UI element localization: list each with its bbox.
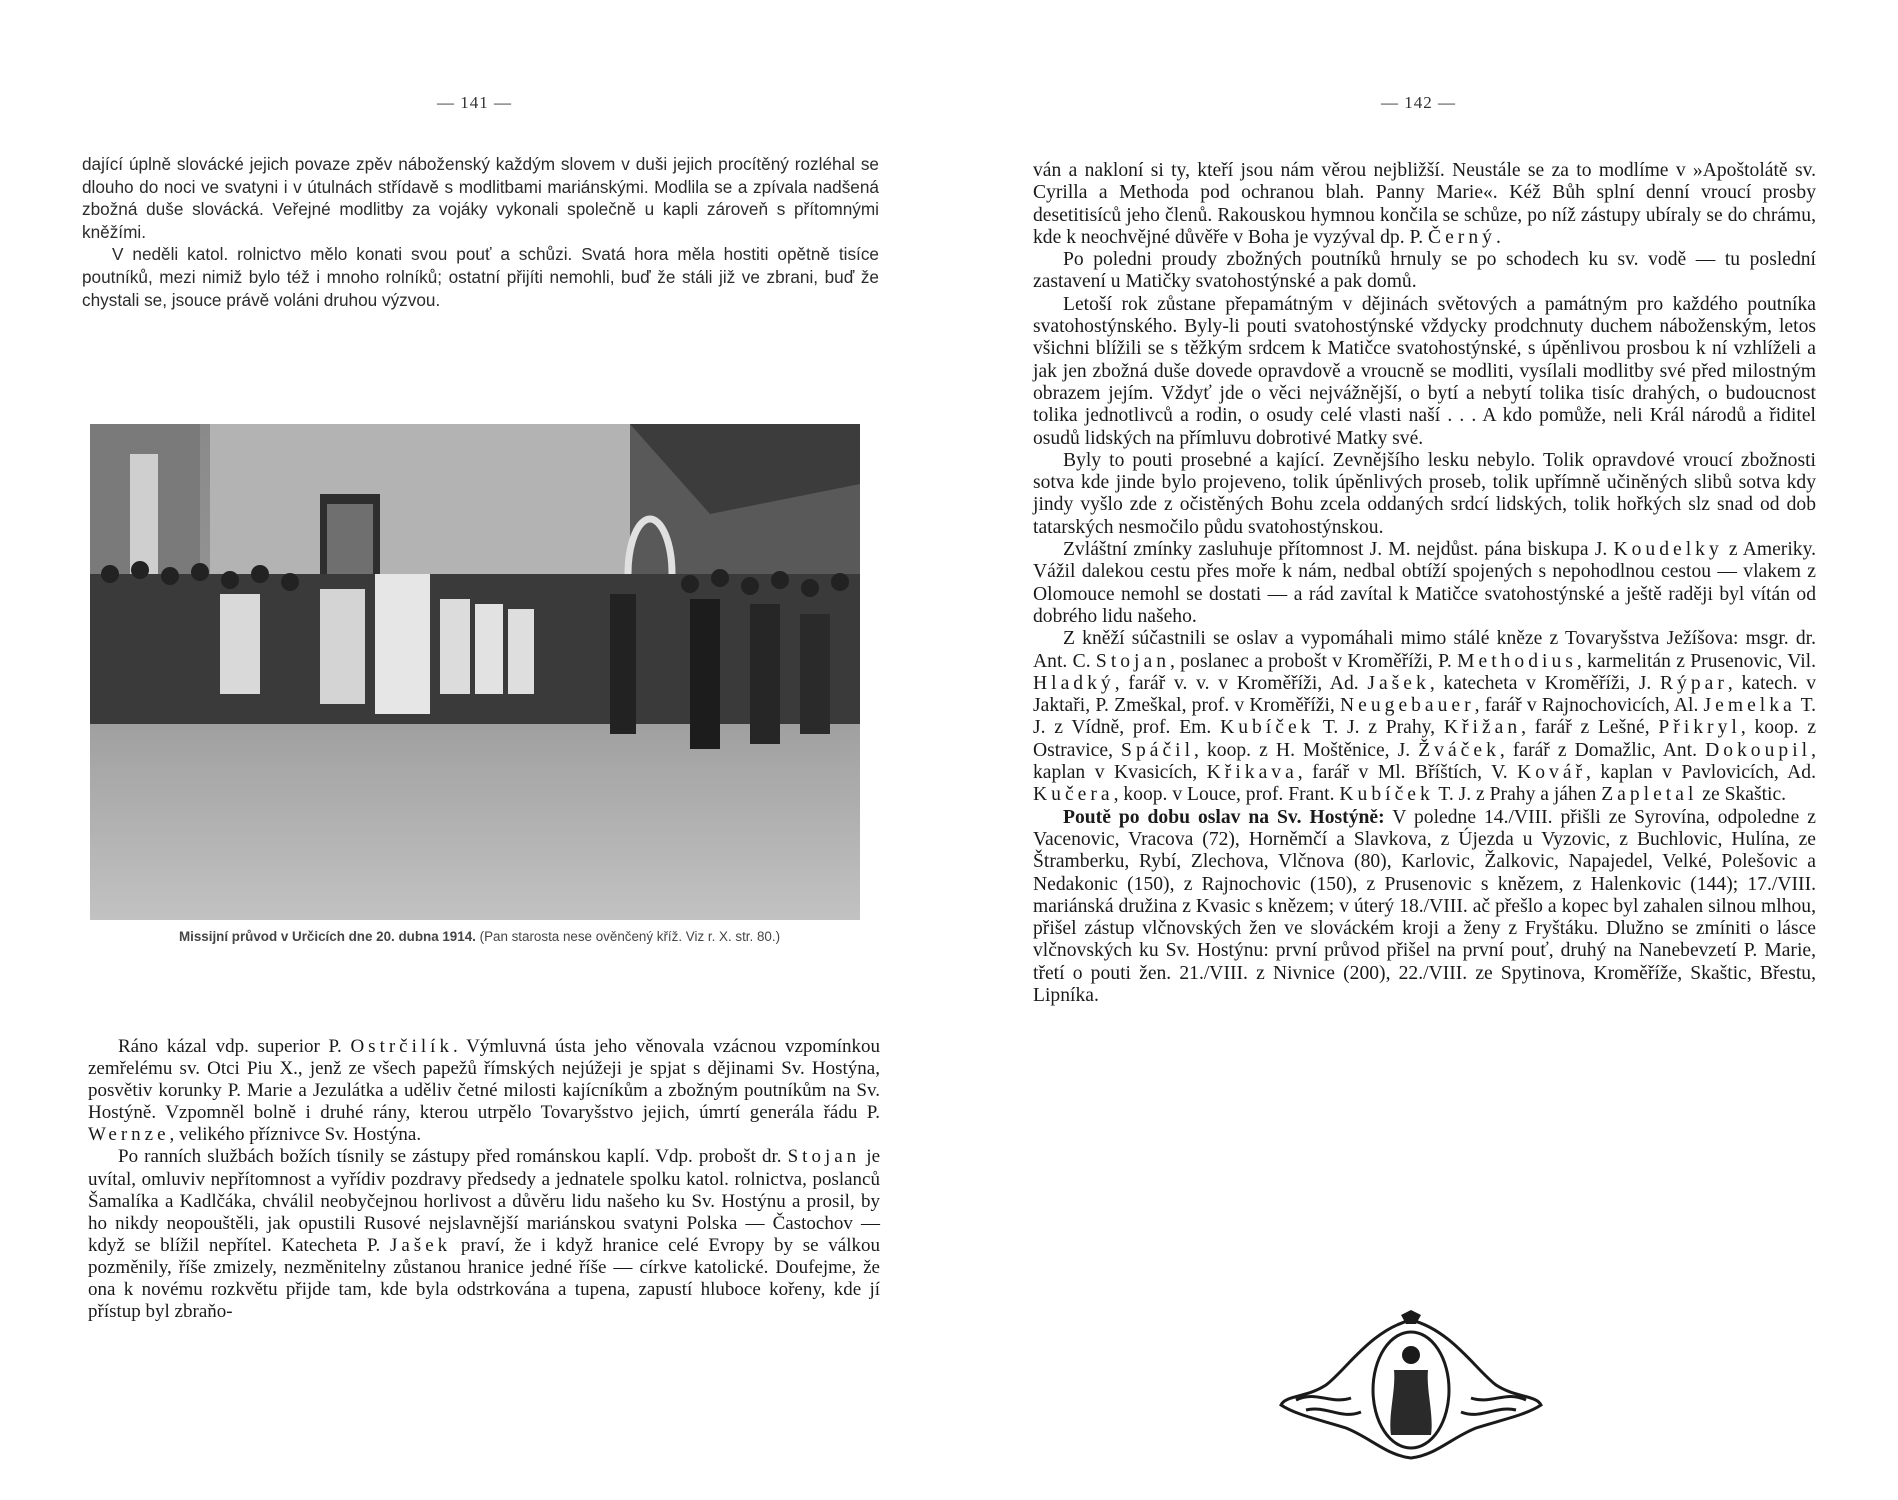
text-run: ze Skaštic. [1697, 784, 1787, 806]
left-bottom-text [88, 1036, 880, 1323]
person-name: Zapletal [1601, 784, 1698, 806]
person-name: Hladký [1033, 672, 1115, 694]
text-run: , poslanec a probošt v Kroměříži, P. [1170, 650, 1458, 672]
procession-photo [90, 424, 860, 920]
person-name: Přikryl [1658, 717, 1741, 739]
person-name: Žváček [1418, 739, 1500, 761]
madonna-ornament [1276, 1310, 1546, 1465]
ornament-icon [1276, 1310, 1546, 1465]
photo-illustration [90, 424, 860, 920]
text-run: , kaplan v Pavlovicích, Ad. [1586, 762, 1816, 784]
text-run: V poledne 14./VIII. přišli ze Syrovína, odpoledne z Vacenovic, Vracova (72), Horněmčí a Slavkova, z Újezda u Vyzovic, z Buchlovic, Hulína, ze Štramberku, Rybí, Zlechova, Vlčnova (80), Karlovic, Žalkovic, Napajedel, Velké, Polešovic a Nedakonic (150), z Rajnochovic (150), z Prusenovic s knězem, z Halenkovic (144); 17./VIII. mariánská družina z Kvasic s knězem; v úterý 18./VIII. ač přešlo a kopec byl zahalen silnou mlhou, přišel zástup vlčnovských žen ve slováckém kroji a ženy z Fryštáku. Dlužno se zmíniti o lásce vlčnovských ku Sv. Hostýnu: první průvod přišel na první pouť, druhý na Nanebevzetí P. Marie, třetí o pouti žen. 21./VIII. z Nivnice (200), 22./VIII. ze Spytinova, Kroměříže, Skaštic, Břestu, Lipníka. [1033, 806, 1816, 1006]
left-top-text [82, 153, 879, 311]
text-run: , farář v Ml. Bříštích, V. [1297, 762, 1518, 784]
person-name: Kubíček [1220, 717, 1315, 739]
text-run: z Ameriky. Vážil dalekou cestu přes moře k nám, nedbal obtíží spojených s nepohodlnou cestou — vlakem z Olomouce nemohl se dostati — a rád zavítal k Matičce svatohostýnské a ještě raději byl vítán od dobrého lidu našeho. [1033, 539, 1816, 627]
person-name: Jašek [1367, 672, 1430, 694]
text-run: , koop. z H. Moštěnice, J. [1194, 739, 1419, 761]
person-name: Rýpar [1659, 672, 1728, 694]
text-run: Zvláštní zmínky zasluhuje přítomnost J. M. nejdůst. pána biskupa J. [1063, 539, 1614, 561]
paragraph [1033, 628, 1816, 806]
text-run: , farář v. v. v Kroměříži, Ad. [1114, 672, 1368, 694]
paragraph [88, 1146, 880, 1323]
text-run: Po ranních službách božích tísnily se zástupy před románskou kaplí. Vdp. probošt dr. [118, 1146, 788, 1168]
paragraph [1033, 807, 1816, 1008]
text-run: , velikého příznivce Sv. Hostýna. [169, 1124, 422, 1146]
person-name: Stojan [1095, 650, 1170, 672]
page-number-left: — 141 — [437, 93, 512, 112]
paragraph: Byly to pouti prosebné a kající. Zevnějšího lesku nebylo. Tolik opravdové vroucí zbožnosti sotva kde jinde bylo projeveno, tolik úpěnlivých proseb, tolik upřímně učiněných slibů sotva kdy jindy vyšlo zde z očistěných Bohu zcela oddaných srdcí lidských, tolik hořkých slz snad od dob tatarských nesmočilo půdu svatohostýnskou. [1033, 449, 1816, 538]
text-run: , katech. v Jaktaři, P. Zmeškal, prof. v Kroměříži, [1033, 672, 1817, 717]
text-run: , katecheta v Kroměříži, J. [1429, 672, 1660, 694]
text-run: T. J. z Prahy, [1314, 717, 1444, 739]
person-name: Spáčil [1121, 739, 1195, 761]
text-run: , koop. v Louce, prof. Frant. [1113, 784, 1340, 806]
section-lead: Poutě po dobu oslav na Sv. Hostýně: [1063, 806, 1385, 828]
text-run: , farář z Domažlic, Ant. [1499, 739, 1706, 761]
text-run: , karmelitán z Prusenovic, Vil. [1576, 650, 1816, 672]
text-run: . Výmluvná ústa jeho věnovala vzácnou vzpomínkou zemřelému sv. Otci Piu X., jenž ze všech papežů římských nejúžeji je spjat s dějinami Sv. Hostýna, posvětiv korunky P. Marie a Jezulátka a uděliv četné milosti kajícníkům a zbožným poutníkům na Sv. Hostýně. Vzpomněl bolně i druhé rány, kterou utrpělo Tovaryšstvo jejich, úmrtí generála řádu P. [88, 1036, 881, 1124]
person-name: Křikava [1206, 762, 1298, 784]
text-run: T. J. z Prahy a jáhen [1433, 784, 1602, 806]
paragraph: Po poledni proudy zbožných poutníků hrnuly se po schodech ku sv. vodě — tu poslední zastavení u Matičky svatohostýnské a pak domů. [1033, 249, 1816, 293]
text-run: , koop. z Ostravice, [1033, 717, 1817, 761]
paragraph: dající úplně slovácké jejich povaze zpěv náboženský každým slovem v duši jejich procítěný rozléhal se dlouho do noci ve svatyni i v útulnách střídavě s modlitbami mariánskými. Modlila se a zpívala nadšená zbožná duše slovácká. Veřejné modlitby za vojáky vykonali společně u kapli zároveň s přítomnými kněžími. [82, 154, 879, 242]
page-number-right: — 142 — [1381, 93, 1456, 112]
paragraph: Letoší rok zůstane přepamátným v dějinách světových a památným pro každého poutníka svatohostýnského. Byly-li pouti svatohostýnské vždycky prodchnuty duchem náboženským, letos všichni blížili se s těžkým srdcem k Matičce svatohostýnské, s úpěnlivou prosbou k ní vzhlíželi a jak jen zbožná duše dovede opravdově a vroucně se modliti, vysílali modlitby své před milostným obrazem jejím. Vždyť jde o věci nejvážnější, o bytí a nebytí tolika tisíc drahých, o budoucnost tolika jednotlivců a rodin, o osudy celé vlasti naší . . . A kdo pomůže, neli Král národů a řiditel osudů lidských na přímluvu dobrotivé Matky své. [1033, 293, 1816, 449]
text-run: je uvítal, omluviv nepřítomnost a vyřídiv pozdravy předsedy a jednatele spolku katol. rolnictva, poslanců Šamalíka a Kadlčáka, chválil neobyčejnou horlivost a důvěru lidu našeho ku Sv. Hostýnu a prosil, by ho nikdy neopouštěli, jak opustili Rusové nejslavnější mariánskou svatyni Polska — Častochov — když se blížil nepřítel. Katecheta P. [88, 1146, 880, 1256]
person-name: Jemelka [1703, 695, 1796, 717]
paragraph [1033, 160, 1816, 249]
caption-note: (Pan starosta nese ověnčený kříž. Viz r. X. str. 80.) [479, 929, 781, 944]
person-name: Kučera [1033, 784, 1114, 806]
person-name: Neugebauer [1340, 695, 1475, 717]
right-text [1033, 160, 1816, 1007]
right-page [949, 0, 1898, 1500]
text-run: Ráno kázal vdp. superior P. [118, 1036, 351, 1057]
text-run: ván a nakloní si ty, kteří jsou nám věrou nejbližší. Neustále se za to modlíme v »Apoštolátě sv. Cyrilla a Methoda pod ochranou blah. Panny Marie«. Kéž Bůh splní denní vroucí prosby desetitisíců jeho členů. Rakouskou hymnou končila se schůze, po níž zástupy ubíraly se do chrámu, kde k neochvějné důvěře v Boha je vyzýval dp. P. [1033, 160, 1816, 248]
person-name: Černý [1428, 226, 1496, 248]
text-run: , farář v Rajnochovicích, Al. [1474, 695, 1704, 717]
text-run: Z kněží súčastnili se oslav a vypomáhali mimo stálé kněze z Tovaryšstva Ježíšova: msgr. dr. Ant. C. [1033, 628, 1816, 672]
text-run: T. J. z Vídně, prof. Em. [1033, 695, 1816, 739]
text-run: , farář z Lešné, [1521, 717, 1659, 739]
person-name: Křižan [1443, 717, 1522, 739]
person-name: Kubíček [1339, 784, 1434, 806]
paragraph [1033, 539, 1816, 628]
text-run: . [1495, 226, 1501, 248]
person-name: Stojan [787, 1146, 861, 1168]
person-name: Dokoupil [1705, 739, 1812, 761]
caption-title: Missijní průvod v Určicích dne 20. dubna 1914. [178, 929, 476, 944]
person-name: Kovář [1517, 762, 1587, 784]
person-name: Jašek [389, 1234, 452, 1256]
text-run: , kaplan v Kvasicích, [1033, 739, 1816, 784]
photo-caption [92, 928, 867, 946]
person-name: Methodius [1457, 650, 1577, 672]
paragraph: V neděli katol. rolnictvo mělo konati svou pouť a schůzi. Svatá hora měla hostiti opětně tisíce poutníků, mezi nimiž bylo též i mnoho rolníků; ostatní přijíti nemohli, buď že stáli již ve zbrani, buď že chystali se, jsouce právě voláni druhou výzvou. [82, 244, 879, 310]
person-name: Wernze [88, 1124, 170, 1146]
text-run: praví, že i když hranice celé Evropy by se válkou pozměnily, říše zmizely, nezměnitelny zůstanou hranice jedné říše — církve katolické. Doufejme, že ona k novému rozkvětu přijde tam, kde byla odstrkována a tupena, zapustí hluboce kořeny, kde jí přístup byl zbraňo- [88, 1234, 880, 1323]
person-name: Koudelky [1613, 539, 1723, 561]
person-name: Ostrčilík [350, 1036, 453, 1057]
paragraph [88, 1036, 880, 1146]
